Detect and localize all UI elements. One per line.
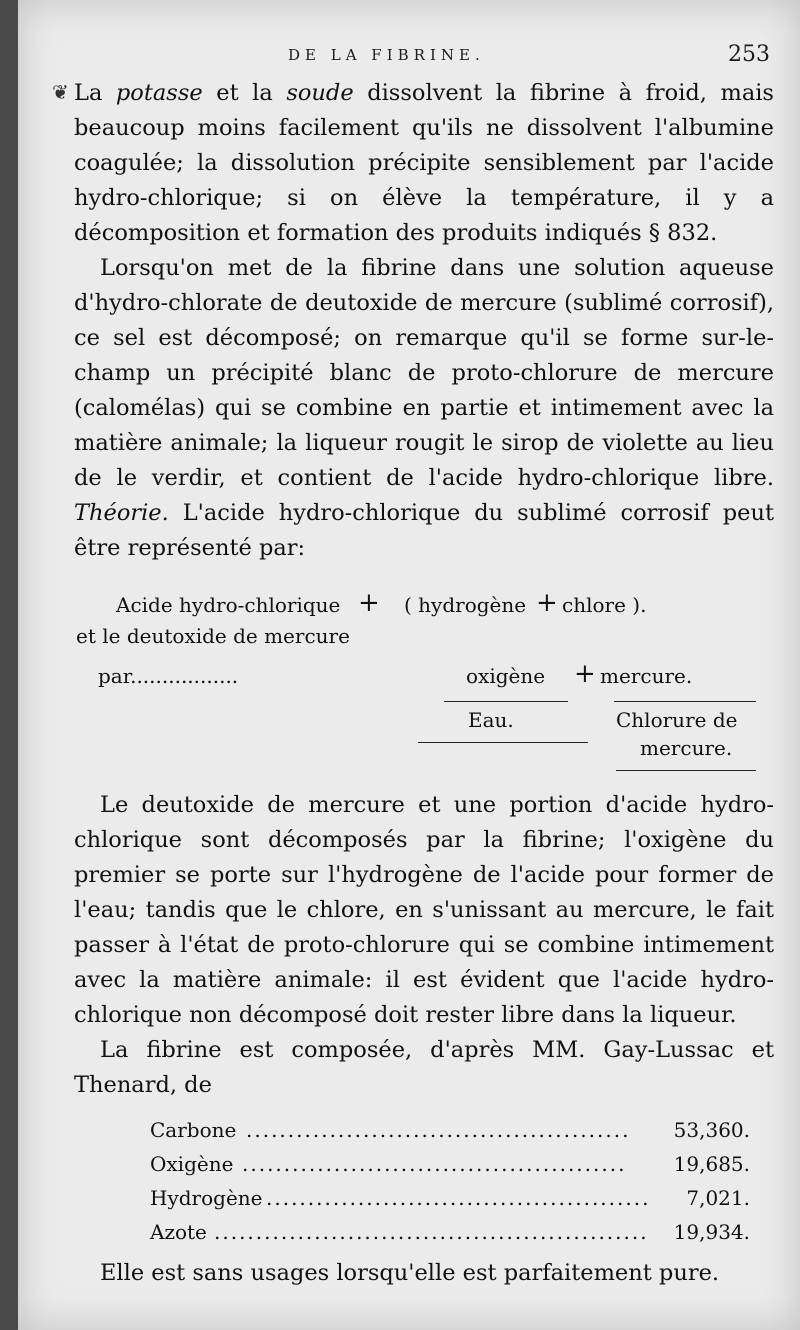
leader-dots: .............................................. <box>266 1186 651 1210</box>
formula-rule-right <box>614 701 756 702</box>
composition-row <box>150 1220 750 1254</box>
paragraph-potasse: La potasse et la soude dissolvent la fibrine à froid, mais beaucoup moins facilement qu'ils ne dissolvent l'albumine coagulée; la dissolution précipite sensiblement par l'acide hydro-chlorique; si on élève la température, il y a décomposition et formation des produits indiqués § 832. <box>74 80 774 246</box>
element-name: Carbone <box>150 1118 237 1142</box>
formula-oxigene: oxigène <box>466 664 546 688</box>
element-value: 7,021. <box>686 1186 750 1210</box>
element-value: 19,934. <box>673 1220 750 1244</box>
formula-chlorure-cont: mercure. <box>640 736 733 760</box>
italic-soude: soude <box>286 80 354 106</box>
formula-eau: Eau. <box>468 708 514 732</box>
leader-dots: .................................................... <box>214 1220 649 1244</box>
plus-sign: + <box>358 588 380 618</box>
element-value: 19,685. <box>673 1152 750 1176</box>
composition-row <box>150 1152 750 1186</box>
plus-sign: + <box>536 588 558 618</box>
formula-chlorure: Chlorure de <box>616 708 738 732</box>
page-number: 253 <box>728 42 770 67</box>
main-text-continued <box>74 788 774 1103</box>
italic-theorie: Théorie. <box>74 500 169 526</box>
leader-dots: .............................................. <box>246 1118 631 1142</box>
formula-par: par................. <box>98 664 239 688</box>
formula-rule-chlorure <box>616 770 756 771</box>
running-header <box>18 40 800 74</box>
plus-sign: + <box>574 659 596 689</box>
formula-acid: Acide hydro-chlorique <box>116 593 341 617</box>
main-text <box>74 76 774 566</box>
element-name: Hydrogène <box>150 1186 263 1210</box>
formula-rule-eau <box>418 742 588 743</box>
paragraph-composition: La fibrine est composée, d'après MM. Gay-Lussac et Thenard, de <box>74 1037 774 1098</box>
element-name: Azote <box>150 1220 207 1244</box>
formula-mercure: mercure. <box>600 664 693 688</box>
printer-ornament-icon: ❦ <box>52 80 69 104</box>
closing-sentence: Elle est sans usages lorsqu'elle est parfaitement pure. <box>100 1260 720 1286</box>
leader-dots: .............................................. <box>242 1152 627 1176</box>
italic-potasse: potasse <box>115 80 203 106</box>
composition-table <box>150 1118 750 1254</box>
formula-hydrogen: ( hydrogène <box>404 593 527 617</box>
book-page <box>18 0 800 1330</box>
paragraph-decomposition: Le deutoxide de mercure et une portion d'acide hydro-chlorique sont décomposés par la fibrine; l'oxigène du premier se porte sur l'hydrogène de l'acide pour former de l'eau; tandis que le chlore, en s'unissant au mercure, le fait passer à l'état de proto-chlorure qui se combine intimement avec la matière animale: il est évident que l'acide hydro-chlorique non décomposé doit rester libre dans la liqueur. <box>74 792 774 1028</box>
composition-row <box>150 1118 750 1152</box>
formula-chlorine: chlore ). <box>562 593 647 617</box>
formula-rule-left <box>444 701 568 702</box>
element-value: 53,360. <box>673 1118 750 1142</box>
element-name: Oxigène <box>150 1152 234 1176</box>
running-title: DE LA FIBRINE. <box>288 46 485 64</box>
composition-row <box>150 1186 750 1220</box>
paragraph-sublime: Lorsqu'on met de la fibrine dans une solution aqueuse d'hydro-chlorate de deutoxide de mercure (sublimé corrosif), ce sel est décomposé; on remarque qu'il se forme sur-le-champ un précipité blanc de proto-chlorure de mercure (calomélas) qui se combine en partie et intimement avec la matière animale; la liqueur rougit le sirop de violette au lieu de le verdir, et contient de l'acide hydro-chlorique libre. Théorie. L'acide hydro-chlorique du sublimé corrosif peut être représenté par: <box>74 255 774 561</box>
formula-deutoxide: et le deutoxide de mercure <box>76 624 350 648</box>
